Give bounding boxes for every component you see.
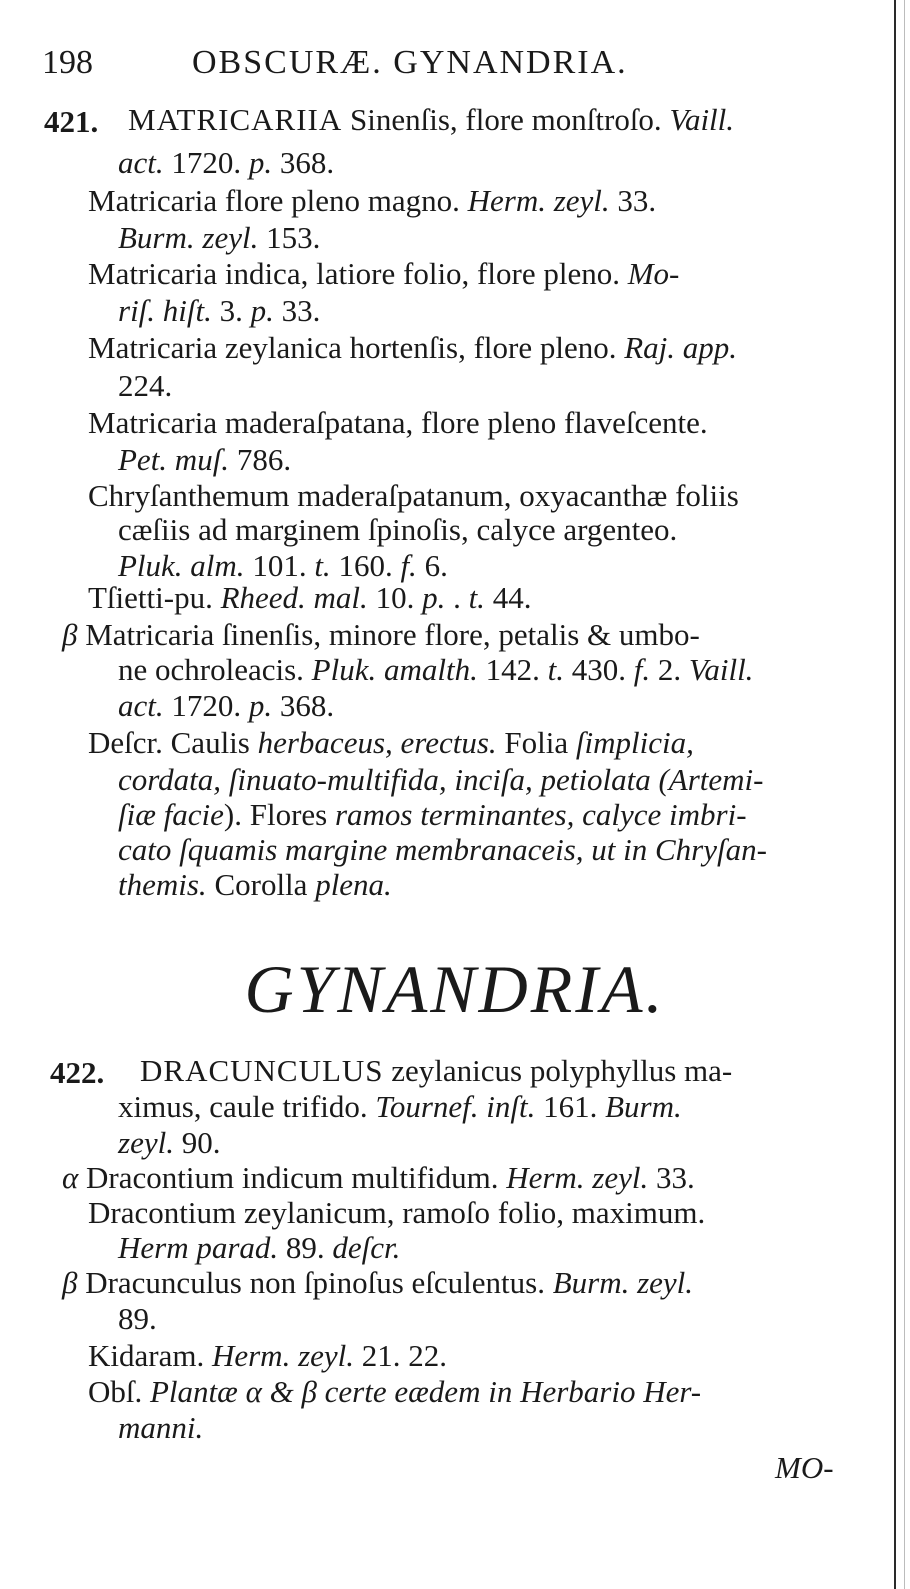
entry-line (118, 1089, 682, 1125)
text-segment: ne ochroleacis. (118, 652, 312, 687)
text-segment: Obſ. (88, 1374, 150, 1409)
text-segment: Burm. (605, 1089, 682, 1124)
section-title: GYNANDRIA. (244, 951, 666, 1027)
entry-number: 421. (44, 104, 99, 139)
entry-line (128, 102, 734, 138)
text-segment: 33. (609, 183, 657, 218)
text-segment: p. (250, 293, 274, 328)
entry-line (88, 183, 656, 219)
text-segment: 89. (278, 1230, 333, 1265)
text-segment: cæſiis ad marginem ſpinoſis, calyce argenteo. (118, 512, 678, 547)
text-segment: cato ſquamis margine membranaceis, ut in Chryſan- (118, 832, 767, 867)
text-segment: 1720. (163, 145, 249, 180)
text-segment: act. (118, 145, 164, 180)
text-segment: deſcr. (332, 1230, 401, 1265)
text-segment: Corolla (206, 867, 316, 902)
text-segment: DRACUNCULUS (140, 1053, 384, 1088)
text-segment: ramos terminantes, calyce imbri- (334, 797, 747, 832)
page-number: 198 (42, 44, 93, 81)
text-segment: ximus, caule trifido. (118, 1089, 376, 1124)
text-segment: Folia (496, 725, 576, 760)
text-segment: Dracunculus non ſpinoſus eſculentus. (85, 1265, 553, 1300)
entry-line (62, 1265, 693, 1301)
text-segment: Deſcr. Caulis (88, 725, 258, 760)
text-segment: 224. (118, 368, 173, 403)
text-segment: 1720. (163, 688, 249, 723)
text-segment: MATRICARIIA (128, 102, 343, 137)
text-segment: 101. (244, 548, 315, 583)
entry-line (118, 293, 320, 329)
text-segment: p. (248, 688, 273, 723)
text-segment: Herm parad. (118, 1230, 279, 1265)
running-title: OBSCURÆ. GYNANDRIA. (192, 44, 628, 81)
text-segment: Herm. zeyl. (211, 1338, 355, 1373)
text-segment: Dracontium indicum multifidum. (86, 1160, 507, 1195)
text-segment: Sinenſis, flore monſtroſo. (342, 102, 670, 137)
text-segment: Matricaria maderaſpatana, flore pleno flaveſcente. (88, 405, 708, 440)
text-segment: 368. (272, 688, 335, 723)
entry-line (118, 652, 753, 688)
entry-line (118, 1125, 220, 1161)
text-segment: 368. (272, 145, 335, 180)
entry-line (118, 220, 320, 256)
text-segment: Chryſanthemum maderaſpatanum, oxyacanthæ foliis (88, 478, 739, 513)
entry-line (118, 1301, 157, 1337)
text-segment: manni. (118, 1410, 204, 1445)
entry-line (118, 688, 334, 724)
entry-line (118, 548, 448, 584)
text-segment: 2. (650, 652, 689, 687)
text-segment: 90. (173, 1125, 221, 1160)
text-segment: . (445, 580, 469, 615)
text-segment: herbaceus, erectus. (257, 725, 497, 760)
text-segment: themis. (118, 867, 207, 902)
entry-line (118, 867, 392, 903)
text-segment: zeyl. (118, 1125, 174, 1160)
text-segment: riſ. hiſt. (118, 293, 212, 328)
text-segment: act. (118, 688, 164, 723)
text-segment: ſiæ facie (118, 797, 224, 832)
entry-line (88, 1374, 701, 1410)
text-segment: α (62, 1160, 87, 1195)
text-segment: β (62, 617, 86, 652)
text-segment: Pluk. alm. (118, 548, 245, 583)
text-segment: t. (314, 548, 331, 583)
entry-line (88, 580, 531, 616)
text-segment: plena. (315, 867, 392, 902)
entry-line (118, 762, 763, 798)
text-segment: Matricaria flore pleno magno. (88, 183, 468, 218)
text-segment: f. (400, 548, 417, 583)
text-segment: Matricaria zeylanica hortenſis, flore pleno. (88, 330, 625, 365)
text-segment: Rheed. mal. (220, 580, 368, 615)
entry-line (118, 832, 767, 868)
entry-line (62, 617, 700, 653)
entry-number: 422. (50, 1055, 105, 1090)
text-segment: t. (468, 580, 485, 615)
text-segment: 161. (535, 1089, 606, 1124)
entry-line (118, 368, 172, 404)
text-segment: 153. (258, 220, 321, 255)
page-edge-shadow (904, 0, 905, 1589)
entry-line (88, 1195, 705, 1231)
text-segment: ſimplicia, (575, 725, 694, 760)
entry-line (118, 512, 677, 548)
text-segment: 6. (416, 548, 448, 583)
text-segment: Vaill. (688, 652, 754, 687)
entry-line (140, 1053, 732, 1089)
text-segment: Matricaria ſinenſis, minore flore, petalis & umbo- (85, 617, 700, 652)
text-segment: 21. 22. (354, 1338, 448, 1373)
text-segment: 786. (229, 442, 292, 477)
entry-line (88, 725, 694, 761)
text-segment: Herm. zeyl. (467, 183, 610, 218)
text-segment: Tſietti-pu. (88, 580, 221, 615)
page-edge (894, 0, 896, 1589)
text-segment: β (62, 1265, 86, 1300)
text-segment: Burm. zeyl. (552, 1265, 694, 1300)
entry-line (88, 330, 737, 366)
entry-line (62, 1160, 695, 1196)
entry-line (88, 405, 708, 441)
text-segment: Mo- (627, 256, 680, 291)
text-segment: ). Flores (223, 797, 335, 832)
text-segment: p. (422, 580, 446, 615)
text-segment: zeylanicus polyphyllus ma- (383, 1053, 733, 1088)
text-segment: 142. (477, 652, 548, 687)
text-segment: 44. (484, 580, 532, 615)
entry-line (118, 1230, 400, 1266)
text-segment: Tournef. inſt. (375, 1089, 536, 1124)
text-segment: Pet. muſ. (118, 442, 230, 477)
text-segment: Plantæ α & β certe eædem in Herbario Her- (150, 1374, 702, 1409)
entry-line (88, 256, 679, 292)
entry-line (118, 1410, 203, 1446)
text-segment: 10. (367, 580, 423, 615)
text-segment: 160. (330, 548, 401, 583)
text-segment: Vaill. (669, 102, 735, 137)
entry-line (88, 478, 739, 514)
text-segment: Dracontium zeylanicum, ramoſo folio, maximum. (88, 1195, 706, 1230)
text-segment: 89. (118, 1301, 157, 1336)
text-segment: f. (633, 652, 651, 687)
text-segment: Herm. zeyl. (506, 1160, 649, 1195)
entry-line (118, 145, 334, 181)
text-segment: 430. (563, 652, 634, 687)
text-segment: Matricaria indica, latiore folio, flore pleno. (88, 256, 628, 291)
text-segment: 3. (211, 293, 251, 328)
text-segment: cordata, ſinuato-multifida, inciſa, petiolata (Artemi- (118, 762, 764, 797)
page-header (42, 44, 862, 90)
catchword: MO- (775, 1450, 834, 1485)
text-segment: Raj. app. (624, 330, 738, 365)
entry-line (118, 797, 747, 833)
entry-line (88, 1338, 447, 1374)
text-segment: t. (547, 652, 564, 687)
text-segment: Kidaram. (88, 1338, 212, 1373)
text-segment: p. (248, 145, 273, 180)
text-segment: Pluk. amalth. (311, 652, 478, 687)
entry-line (118, 442, 291, 478)
text-segment: Burm. zeyl. (118, 220, 259, 255)
text-segment: 33. (273, 293, 321, 328)
text-segment: 33. (648, 1160, 695, 1195)
